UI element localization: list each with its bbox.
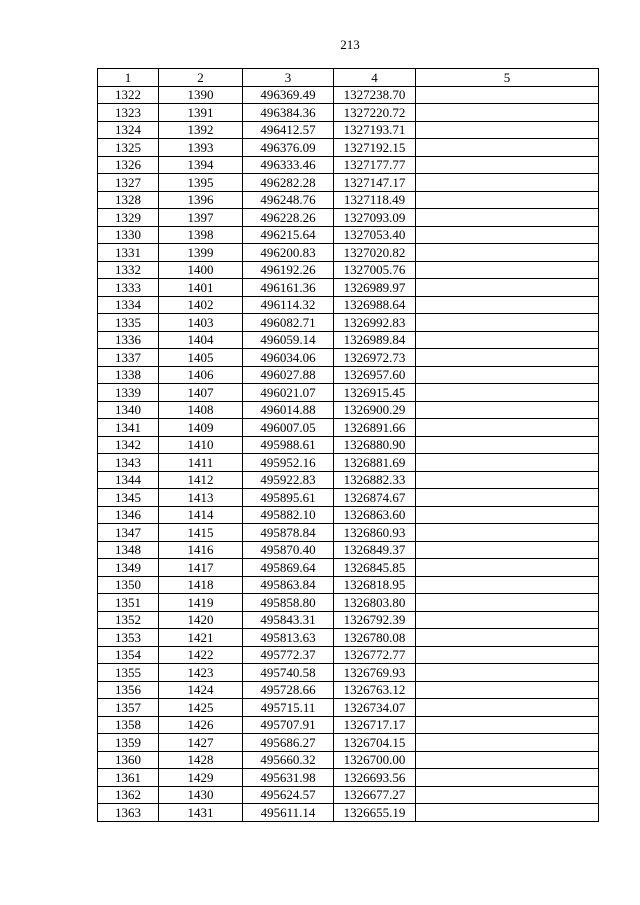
table-cell-col-2: 1423	[159, 664, 243, 682]
table-cell-col-1: 1331	[98, 244, 159, 262]
table-cell-col-5	[416, 331, 599, 349]
table-cell-col-5	[416, 419, 599, 437]
table-cell-col-4: 1326845.85	[334, 559, 416, 577]
table-cell-col-3: 495813.63	[243, 629, 334, 647]
table-cell-col-1: 1356	[98, 681, 159, 699]
table-cell-col-5	[416, 191, 599, 209]
table-cell-col-3: 495686.27	[243, 734, 334, 752]
table-cell-col-3: 495870.40	[243, 541, 334, 559]
table-cell-col-4: 1327220.72	[334, 104, 416, 122]
table-cell-col-4: 1326863.60	[334, 506, 416, 524]
table-cell-col-2: 1414	[159, 506, 243, 524]
table-cell-col-4: 1326957.60	[334, 366, 416, 384]
table-cell-col-4: 1326882.33	[334, 471, 416, 489]
table-row	[98, 699, 599, 717]
table-cell-col-3: 496228.26	[243, 209, 334, 227]
table-cell-col-1: 1346	[98, 506, 159, 524]
table-cell-col-4: 1327053.40	[334, 226, 416, 244]
table-cell-col-2: 1417	[159, 559, 243, 577]
table-cell-col-1: 1324	[98, 121, 159, 139]
table-cell-col-1: 1343	[98, 454, 159, 472]
table-row	[98, 401, 599, 419]
table-cell-col-3: 495878.84	[243, 524, 334, 542]
table-row	[98, 786, 599, 804]
table-cell-col-5	[416, 506, 599, 524]
table-cell-col-5	[416, 699, 599, 717]
table-cell-col-5	[416, 384, 599, 402]
table-cell-col-3: 496114.32	[243, 296, 334, 314]
table-cell-col-3: 495707.91	[243, 716, 334, 734]
table-cell-col-3: 495728.66	[243, 681, 334, 699]
column-header-3: 3	[243, 69, 334, 87]
table-cell-col-2: 1408	[159, 401, 243, 419]
table-row	[98, 366, 599, 384]
table-cell-col-5	[416, 681, 599, 699]
table-cell-col-2: 1401	[159, 279, 243, 297]
table-cell-col-1: 1350	[98, 576, 159, 594]
table-cell-col-4: 1326988.64	[334, 296, 416, 314]
table-cell-col-4: 1326818.95	[334, 576, 416, 594]
table-cell-col-5	[416, 751, 599, 769]
table-cell-col-4: 1326915.45	[334, 384, 416, 402]
table-cell-col-3: 495772.37	[243, 646, 334, 664]
table-row	[98, 681, 599, 699]
table-cell-col-5	[416, 349, 599, 367]
table-cell-col-1: 1353	[98, 629, 159, 647]
table-cell-col-2: 1424	[159, 681, 243, 699]
table-cell-col-3: 495858.80	[243, 594, 334, 612]
table-cell-col-4: 1326763.12	[334, 681, 416, 699]
table-row	[98, 454, 599, 472]
table-body	[98, 86, 599, 821]
table-cell-col-4: 1327193.71	[334, 121, 416, 139]
table-cell-col-1: 1335	[98, 314, 159, 332]
table-row	[98, 244, 599, 262]
table-cell-col-5	[416, 594, 599, 612]
table-cell-col-1: 1344	[98, 471, 159, 489]
table-cell-col-3: 495660.32	[243, 751, 334, 769]
table-row	[98, 279, 599, 297]
table-cell-col-2: 1394	[159, 156, 243, 174]
table-cell-col-5	[416, 734, 599, 752]
table-cell-col-4: 1326900.29	[334, 401, 416, 419]
table-cell-col-4: 1327192.15	[334, 139, 416, 157]
table-cell-col-2: 1404	[159, 331, 243, 349]
table-row	[98, 576, 599, 594]
table-cell-col-1: 1337	[98, 349, 159, 367]
table-row	[98, 86, 599, 104]
table-cell-col-4: 1326734.07	[334, 699, 416, 717]
table-cell-col-4: 1327093.09	[334, 209, 416, 227]
table-cell-col-4: 1326881.69	[334, 454, 416, 472]
table-cell-col-2: 1405	[159, 349, 243, 367]
table-cell-col-1: 1336	[98, 331, 159, 349]
table-cell-col-2: 1426	[159, 716, 243, 734]
table-cell-col-4: 1326677.27	[334, 786, 416, 804]
table-cell-col-5	[416, 454, 599, 472]
table-cell-col-4: 1326849.37	[334, 541, 416, 559]
table-cell-col-4: 1326989.84	[334, 331, 416, 349]
table-header	[98, 69, 599, 87]
table-cell-col-3: 496034.06	[243, 349, 334, 367]
table-row	[98, 121, 599, 139]
table-cell-col-2: 1418	[159, 576, 243, 594]
table-cell-col-1: 1338	[98, 366, 159, 384]
table-row	[98, 716, 599, 734]
table-cell-col-3: 495863.84	[243, 576, 334, 594]
table-cell-col-2: 1419	[159, 594, 243, 612]
table-cell-col-2: 1396	[159, 191, 243, 209]
table-cell-col-3: 496412.57	[243, 121, 334, 139]
table-row	[98, 471, 599, 489]
table-cell-col-2: 1400	[159, 261, 243, 279]
table-row	[98, 174, 599, 192]
table-cell-col-1: 1334	[98, 296, 159, 314]
table-cell-col-3: 496248.76	[243, 191, 334, 209]
table-cell-col-1: 1325	[98, 139, 159, 157]
table-row	[98, 226, 599, 244]
table-cell-col-2: 1413	[159, 489, 243, 507]
table-cell-col-4: 1326693.56	[334, 769, 416, 787]
table-cell-col-3: 495922.83	[243, 471, 334, 489]
table-cell-col-2: 1416	[159, 541, 243, 559]
table-cell-col-5	[416, 524, 599, 542]
table-cell-col-2: 1420	[159, 611, 243, 629]
table-cell-col-4: 1326655.19	[334, 804, 416, 822]
column-header-1: 1	[98, 69, 159, 87]
table-cell-col-2: 1412	[159, 471, 243, 489]
table-cell-col-2: 1415	[159, 524, 243, 542]
table-cell-col-5	[416, 279, 599, 297]
table-row	[98, 734, 599, 752]
table-cell-col-1: 1349	[98, 559, 159, 577]
table-cell-col-2: 1409	[159, 419, 243, 437]
table-cell-col-5	[416, 471, 599, 489]
table-cell-col-1: 1327	[98, 174, 159, 192]
table-row	[98, 139, 599, 157]
table-row	[98, 664, 599, 682]
table-cell-col-2: 1425	[159, 699, 243, 717]
table-row	[98, 541, 599, 559]
table-cell-col-4: 1326803.80	[334, 594, 416, 612]
table-cell-col-5	[416, 296, 599, 314]
table-cell-col-3: 496369.49	[243, 86, 334, 104]
table-cell-col-1: 1348	[98, 541, 159, 559]
table-cell-col-2: 1430	[159, 786, 243, 804]
table-cell-col-3: 496333.46	[243, 156, 334, 174]
table-cell-col-5	[416, 121, 599, 139]
table-cell-col-4: 1326700.00	[334, 751, 416, 769]
table-cell-col-1: 1323	[98, 104, 159, 122]
table-cell-col-3: 495843.31	[243, 611, 334, 629]
table-cell-col-5	[416, 314, 599, 332]
table-cell-col-3: 496282.28	[243, 174, 334, 192]
table-cell-col-5	[416, 629, 599, 647]
table-cell-col-3: 495988.61	[243, 436, 334, 454]
table-row	[98, 646, 599, 664]
table-cell-col-3: 496021.07	[243, 384, 334, 402]
table-cell-col-1: 1340	[98, 401, 159, 419]
table-cell-col-4: 1326860.93	[334, 524, 416, 542]
table-cell-col-2: 1399	[159, 244, 243, 262]
table-cell-col-3: 496027.88	[243, 366, 334, 384]
table-cell-col-5	[416, 559, 599, 577]
table-cell-col-1: 1359	[98, 734, 159, 752]
table-cell-col-2: 1428	[159, 751, 243, 769]
table-cell-col-4: 1327020.82	[334, 244, 416, 262]
table-cell-col-3: 495624.57	[243, 786, 334, 804]
table-cell-col-4: 1327005.76	[334, 261, 416, 279]
table-cell-col-5	[416, 646, 599, 664]
table-cell-col-5	[416, 401, 599, 419]
table-cell-col-1: 1322	[98, 86, 159, 104]
table-cell-col-2: 1391	[159, 104, 243, 122]
table-cell-col-5	[416, 244, 599, 262]
table-row	[98, 804, 599, 822]
table-cell-col-4: 1326972.73	[334, 349, 416, 367]
table-cell-col-4: 1327238.70	[334, 86, 416, 104]
table-cell-col-5	[416, 86, 599, 104]
table-cell-col-2: 1410	[159, 436, 243, 454]
table-cell-col-2: 1393	[159, 139, 243, 157]
table-row	[98, 594, 599, 612]
header-row	[98, 69, 599, 87]
column-header-2: 2	[159, 69, 243, 87]
table-cell-col-2: 1431	[159, 804, 243, 822]
table-row	[98, 261, 599, 279]
table-cell-col-2: 1411	[159, 454, 243, 472]
table-cell-col-5	[416, 104, 599, 122]
table-cell-col-1: 1354	[98, 646, 159, 664]
table-cell-col-3: 495740.58	[243, 664, 334, 682]
table-cell-col-1: 1333	[98, 279, 159, 297]
table-cell-col-3: 496384.36	[243, 104, 334, 122]
table-cell-col-1: 1328	[98, 191, 159, 209]
table-row	[98, 384, 599, 402]
table-cell-col-3: 496014.88	[243, 401, 334, 419]
table-row	[98, 524, 599, 542]
table-row	[98, 209, 599, 227]
table-cell-col-5	[416, 226, 599, 244]
table-cell-col-1: 1357	[98, 699, 159, 717]
table-cell-col-5	[416, 139, 599, 157]
table-row	[98, 751, 599, 769]
table-cell-col-2: 1392	[159, 121, 243, 139]
table-cell-col-5	[416, 261, 599, 279]
table-cell-col-5	[416, 664, 599, 682]
table-cell-col-1: 1329	[98, 209, 159, 227]
table-cell-col-5	[416, 576, 599, 594]
table-cell-col-3: 495895.61	[243, 489, 334, 507]
table-cell-col-5	[416, 174, 599, 192]
table-cell-col-4: 1326989.97	[334, 279, 416, 297]
table-cell-col-4: 1326780.08	[334, 629, 416, 647]
table-cell-col-2: 1422	[159, 646, 243, 664]
table-cell-col-5	[416, 489, 599, 507]
table-row	[98, 349, 599, 367]
coordinates-table	[97, 68, 599, 822]
table-cell-col-4: 1326772.77	[334, 646, 416, 664]
table-cell-col-4: 1326717.17	[334, 716, 416, 734]
table-row	[98, 314, 599, 332]
table-cell-col-2: 1407	[159, 384, 243, 402]
table-cell-col-3: 496215.64	[243, 226, 334, 244]
column-header-4: 4	[334, 69, 416, 87]
table-cell-col-4: 1327177.77	[334, 156, 416, 174]
table-cell-col-4: 1327147.17	[334, 174, 416, 192]
table-row	[98, 331, 599, 349]
table-cell-col-1: 1362	[98, 786, 159, 804]
table-cell-col-2: 1421	[159, 629, 243, 647]
table-row	[98, 419, 599, 437]
table-cell-col-2: 1398	[159, 226, 243, 244]
table-cell-col-3: 495869.64	[243, 559, 334, 577]
table-cell-col-1: 1341	[98, 419, 159, 437]
table-cell-col-2: 1402	[159, 296, 243, 314]
table-cell-col-4: 1326704.15	[334, 734, 416, 752]
table-cell-col-3: 496376.09	[243, 139, 334, 157]
table-cell-col-1: 1352	[98, 611, 159, 629]
table-cell-col-4: 1326874.67	[334, 489, 416, 507]
table-row	[98, 191, 599, 209]
table-cell-col-1: 1360	[98, 751, 159, 769]
table-cell-col-5	[416, 786, 599, 804]
column-header-5: 5	[416, 69, 599, 87]
table-cell-col-1: 1330	[98, 226, 159, 244]
table-row	[98, 506, 599, 524]
table-cell-col-1: 1339	[98, 384, 159, 402]
table-cell-col-2: 1429	[159, 769, 243, 787]
table-row	[98, 769, 599, 787]
table-cell-col-3: 496200.83	[243, 244, 334, 262]
table-cell-col-5	[416, 769, 599, 787]
table-cell-col-3: 495631.98	[243, 769, 334, 787]
table-row	[98, 559, 599, 577]
table-cell-col-1: 1361	[98, 769, 159, 787]
table-cell-col-5	[416, 611, 599, 629]
table-cell-col-2: 1395	[159, 174, 243, 192]
table-cell-col-4: 1326792.39	[334, 611, 416, 629]
table-row	[98, 156, 599, 174]
table-cell-col-1: 1358	[98, 716, 159, 734]
table-cell-col-4: 1326992.83	[334, 314, 416, 332]
table-cell-col-3: 495611.14	[243, 804, 334, 822]
table-cell-col-3: 496161.36	[243, 279, 334, 297]
table-cell-col-1: 1347	[98, 524, 159, 542]
table-cell-col-3: 496007.05	[243, 419, 334, 437]
table-cell-col-5	[416, 156, 599, 174]
table-cell-col-1: 1351	[98, 594, 159, 612]
table-cell-col-5	[416, 804, 599, 822]
table-cell-col-3: 495882.10	[243, 506, 334, 524]
table-cell-col-5	[416, 209, 599, 227]
table-cell-col-2: 1427	[159, 734, 243, 752]
table-cell-col-5	[416, 541, 599, 559]
table-cell-col-4: 1326769.93	[334, 664, 416, 682]
table-cell-col-3: 496082.71	[243, 314, 334, 332]
table-cell-col-3: 496192.26	[243, 261, 334, 279]
table-cell-col-1: 1326	[98, 156, 159, 174]
table-cell-col-1: 1342	[98, 436, 159, 454]
table-cell-col-1: 1363	[98, 804, 159, 822]
table-cell-col-3: 496059.14	[243, 331, 334, 349]
table-row	[98, 296, 599, 314]
table-row	[98, 611, 599, 629]
table-cell-col-4: 1326880.90	[334, 436, 416, 454]
table-cell-col-1: 1332	[98, 261, 159, 279]
table-row	[98, 104, 599, 122]
table-cell-col-5	[416, 716, 599, 734]
table-row	[98, 436, 599, 454]
table-cell-col-1: 1355	[98, 664, 159, 682]
table-cell-col-4: 1327118.49	[334, 191, 416, 209]
table-cell-col-5	[416, 366, 599, 384]
page-number: 213	[340, 37, 360, 52]
table-cell-col-2: 1406	[159, 366, 243, 384]
table-cell-col-4: 1326891.66	[334, 419, 416, 437]
table-row	[98, 629, 599, 647]
table-cell-col-5	[416, 436, 599, 454]
table-cell-col-2: 1390	[159, 86, 243, 104]
table-cell-col-1: 1345	[98, 489, 159, 507]
table-cell-col-3: 495952.16	[243, 454, 334, 472]
table-cell-col-3: 495715.11	[243, 699, 334, 717]
table-cell-col-2: 1397	[159, 209, 243, 227]
table-row	[98, 489, 599, 507]
table-cell-col-2: 1403	[159, 314, 243, 332]
